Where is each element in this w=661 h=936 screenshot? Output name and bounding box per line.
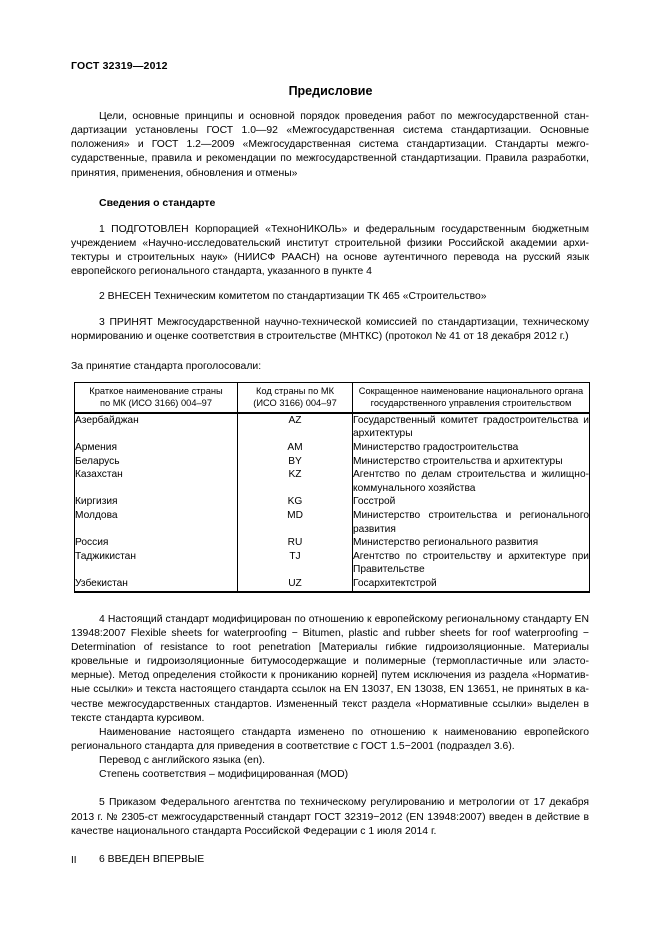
cell-country-code: UZ (238, 577, 353, 592)
cell-country-code: AM (238, 441, 353, 455)
cell-country: Таджикистан (75, 550, 238, 577)
cell-organization: Агентство по строительству и архитектуре при Правительстве (353, 550, 589, 576)
table-header-row (75, 383, 590, 413)
about-item-4-c: Перевод с английского языка (en). (99, 755, 266, 767)
table-row (75, 455, 590, 469)
column-header-organization-line2: государственного управления строительством (370, 398, 572, 409)
column-header-code (238, 383, 353, 413)
cell-country-code: KZ (238, 468, 353, 495)
cell-organization: Министерство градостроительства (353, 441, 590, 455)
cell-country: Молдова (75, 509, 238, 536)
cell-organization: Министерство строительства и регионального развития (353, 510, 589, 535)
document-header-code: ГОСТ 32319—2012 (71, 60, 168, 72)
about-item-2: 2 ВНЕСЕН Техническим комитетом по стандартизации ТК 465 «Строительство» (99, 291, 487, 303)
cell-country-code: TJ (238, 550, 353, 577)
vote-intro-text: За принятие стандарта проголосовали: (71, 360, 262, 372)
column-header-code-line2: (ИСО 3166) 004–97 (253, 398, 337, 409)
cell-country: Узбекистан (75, 577, 238, 592)
cell-country: Россия (75, 536, 238, 550)
votes-table (74, 382, 590, 593)
table-row (75, 468, 590, 495)
about-item-4-b: Наименование настоящего стандарта изменено по отношению к наименованию европейского регионального стандарта для приведения в соответствие с ГОСТ 1.5−2001 (подраздел 3.6). (71, 726, 589, 752)
document-content (71, 110, 589, 867)
about-item-5: 5 Приказом Федерального агентства по техническому регулированию и метрологии от 17 декабря 2013 г. № 2305-ст межгосударственный стандарт ГОСТ 32319−2012 (EN 13948:2007) введен в действие в качестве национального стандарта Российской Федерации с 1 июля 2014 г. (71, 797, 589, 837)
cell-organization: Агентство по делам строительства и жилищно-коммунального хозяйства (353, 469, 589, 494)
cell-country-code: KG (238, 495, 353, 509)
table-row (75, 577, 590, 592)
column-header-country (75, 383, 238, 413)
about-item-4-a: 4 Настоящий стандарт модифицирован по отношению к европейскому региональному стандарту EN 13948:2007 Flexible sheets for waterproofing − Bitumen, plastic and rubber sheets for roof waterproofing − Determination of resistance to root penetration [Материалы гибкие гидроизоляционные. Материалы кровельные и гидроизоляционные битумосодержащие и полимерные (термопластичные или эластомерные). Метод определения стойкости к прониканию корней] путем исключения из раздела «Нормативные ссылки» и текста настоящего стандарта ссылок на EN 13037, EN 13038, EN 13651, не принятых в качестве межгосударственных стандартов. Измененный текст раздела «Нормативные ссылки» выделен в тексте стандарта курсивом. (71, 613, 589, 724)
cell-country-code: RU (238, 536, 353, 550)
cell-country: Киргизия (75, 495, 238, 509)
about-item-6: 6 ВВЕДЕН ВПЕРВЫЕ (99, 853, 205, 865)
column-header-country-line1: Краткое наименование страны (89, 386, 223, 397)
column-header-organization-line1: Сокращенное наименование национального органа (358, 386, 584, 397)
cell-country-code: AZ (238, 413, 353, 441)
cell-organization: Министерство регионального развития (353, 536, 590, 550)
table-row (75, 509, 590, 536)
about-item-1: 1 ПОДГОТОВЛЕН Корпорацией «ТехноНИКОЛЬ» и федеральным государственным бюджетным учреждением «Научно-исследовательский институт строительной физики Российской академии архитектуры и строительных наук» (НИИСФ РААСН) на основе аутентичного перевода на русский язык европейского регионального стандарта, указанного в пункте 4 (71, 223, 589, 278)
table-row (75, 441, 590, 455)
table-row (75, 550, 590, 577)
cell-country: Азербайджан (75, 413, 238, 441)
cell-country: Казахстан (75, 468, 238, 495)
table-row (75, 495, 590, 509)
cell-country: Армения (75, 441, 238, 455)
about-item-3: 3 ПРИНЯТ Межгосударственной научно-технической комиссией по стандартизации, техническому нормированию и оценке соответствия в строительстве (МНТКС) (протокол № 41 от 18 декабря 2012 г.) (71, 316, 589, 342)
cell-organization: Государственный комитет градостроительства и архитектуры (353, 414, 589, 440)
table-row (75, 413, 590, 441)
cell-country: Беларусь (75, 455, 238, 469)
column-header-organization (353, 383, 590, 413)
about-standard-heading: Сведения о стандарте (99, 196, 216, 209)
votes-table-head (75, 383, 590, 413)
intro-paragraph: Цели, основные принципы и основной порядок проведения работ по межгосударственной стандартизации установлены ГОСТ 1.0—92 «Межгосударственная система стандартизации. Основные положения» и ГОСТ 1.2—2009 «Межгосударственная система стандартизации. Стандарты межгосударственные, правила и рекомендации по межгосударственной стандартизации. Правила разработки, принятия, применения, обновления и отмены» (71, 111, 589, 179)
column-header-code-line1: Код страны по МК (256, 386, 334, 397)
column-header-country-line2: по МК (ИСО 3166) 004–97 (99, 398, 213, 409)
votes-table-body (75, 413, 590, 592)
table-row (75, 536, 590, 550)
page-title: Предисловие (288, 84, 373, 98)
page-number: II (71, 855, 77, 866)
cell-country-code: BY (238, 455, 353, 469)
cell-organization: Министерство строительства и архитектуры (353, 455, 590, 469)
cell-organization: Госстрой (353, 495, 590, 509)
cell-organization: Госархитектстрой (353, 577, 590, 592)
about-item-4-d: Степень соответствия – модифицированная (MOD) (99, 769, 349, 781)
cell-country-code: MD (238, 509, 353, 536)
